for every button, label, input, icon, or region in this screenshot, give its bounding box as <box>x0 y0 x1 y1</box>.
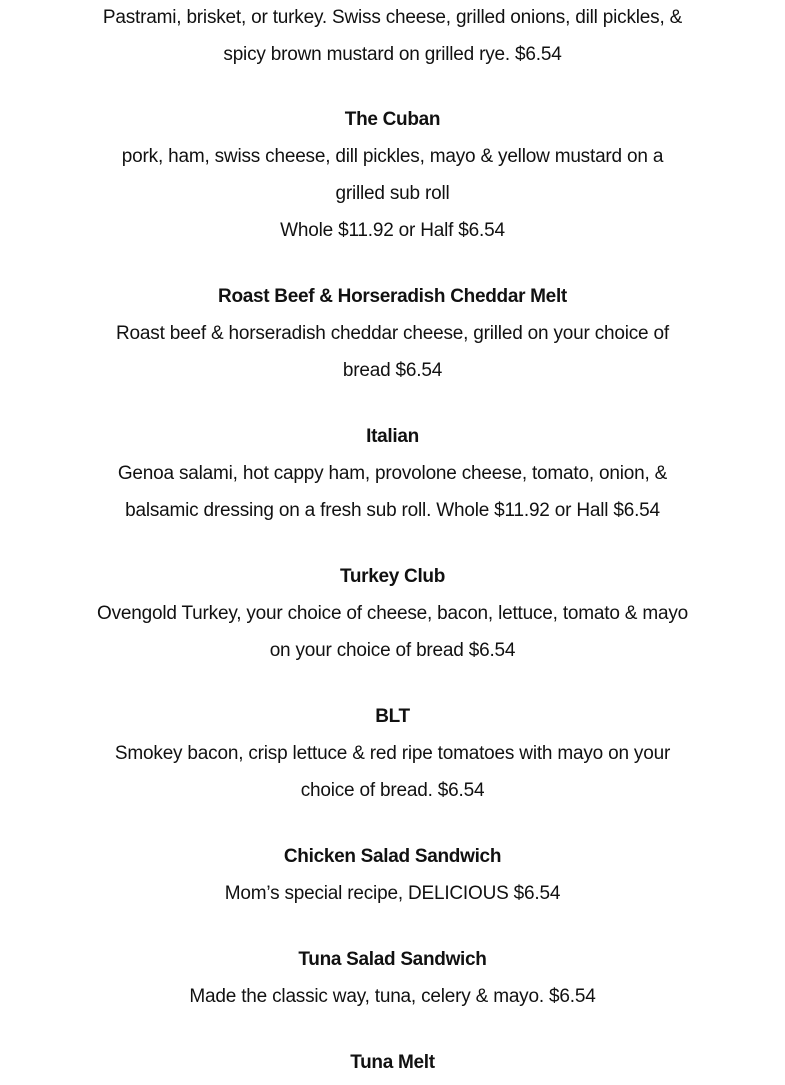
menu-item-description-line: on your choice of bread $6.54 <box>269 640 516 661</box>
menu-item-description-line: grilled sub roll <box>335 183 450 204</box>
menu-item-title: BLT <box>375 706 410 727</box>
menu-item-description-line: balsamic dressing on a fresh sub roll. Whole $11.92 or Hall $6.54 <box>125 500 660 521</box>
menu-item-roast-beef-melt <box>0 278 785 389</box>
menu-item-description-line: choice of bread. $6.54 <box>300 780 485 801</box>
menu-item-reuben-continuation <box>0 0 785 73</box>
menu-item-description-line: bread $6.54 <box>342 360 443 381</box>
menu-item-description-line: Ovengold Turkey, your choice of cheese, bacon, lettuce, tomato & mayo <box>96 603 688 624</box>
menu-item-description-line: Made the classic way, tuna, celery & mayo. $6.54 <box>189 986 596 1007</box>
menu-item-title: Chicken Salad Sandwich <box>283 846 502 867</box>
menu-item-price-line: Whole $11.92 or Half $6.54 <box>280 220 505 241</box>
menu-item-title: Turkey Club <box>339 566 446 587</box>
menu-item-title: Italian <box>366 426 419 447</box>
menu-item-description-line: Smokey bacon, crisp lettuce & red ripe tomatoes with mayo on your <box>114 743 671 764</box>
menu-item-blt <box>0 698 785 809</box>
menu-item-title: The Cuban <box>344 109 441 130</box>
menu-item-turkey-club <box>0 558 785 669</box>
menu-item-title: Tuna Salad Sandwich <box>298 949 487 970</box>
menu-item-description-line: Genoa salami, hot cappy ham, provolone cheese, tomato, onion, & <box>117 463 668 484</box>
menu-item-chicken-salad <box>0 838 785 912</box>
menu-item-tuna-melt <box>0 1044 785 1081</box>
menu-item-italian <box>0 418 785 529</box>
menu-item-description-line: Pastrami, brisket, or turkey. Swiss cheese, grilled onions, dill pickles, & <box>102 7 683 28</box>
menu-item-title: Tuna Melt <box>350 1052 435 1073</box>
menu-item-description-line: pork, ham, swiss cheese, dill pickles, mayo & yellow mustard on a <box>121 146 664 167</box>
menu-item-tuna-salad <box>0 941 785 1015</box>
menu-item-title: Roast Beef & Horseradish Cheddar Melt <box>218 286 567 307</box>
menu-item-description-line: Mom’s special recipe, DELICIOUS $6.54 <box>224 883 561 904</box>
menu-item-description-line: spicy brown mustard on grilled rye. $6.54 <box>223 44 562 65</box>
menu-item-the-cuban <box>0 101 785 249</box>
menu-item-description-line: Roast beef & horseradish cheddar cheese, grilled on your choice of <box>116 323 669 344</box>
